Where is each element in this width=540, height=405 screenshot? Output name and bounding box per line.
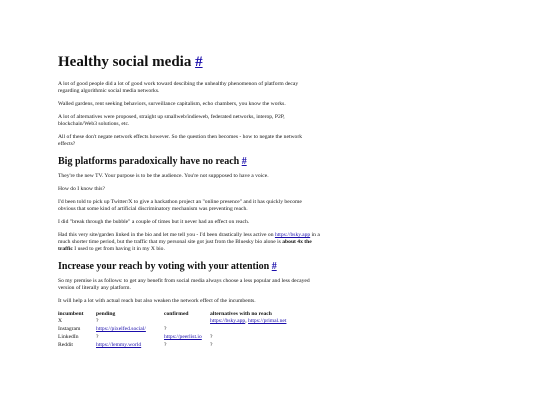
paragraph: It will help a lot with actual reach but also weaken the network effect of the incumbents. <box>58 298 256 304</box>
cell-alternatives <box>210 318 292 326</box>
lemmy-link[interactable]: https://lemmy.world <box>96 342 142 348</box>
paragraph: They're the new TV. Your purpose is to be the audience. You're not suppposed to have a voice. <box>58 173 269 179</box>
cell-alternatives: ? <box>210 342 213 348</box>
paragraph-bluesky-traffic <box>58 232 320 253</box>
bsky-link[interactable]: https://bsky.app <box>274 232 311 238</box>
intro-paragraph-3: A lot of alternatives were proposed, straight up smallweb/indieweb, federated networks, interop, P2P, blockchain/Web3 solutions, etc. <box>58 114 285 127</box>
text-fragment: I used to get from having it in my X bio. <box>72 246 165 252</box>
page-title-text: Healthy social media <box>58 54 192 70</box>
cell-confirmed: ? <box>164 326 167 332</box>
section-anchor-link[interactable]: # <box>241 156 247 167</box>
pixelfed-link[interactable]: https://pixelfed.social/ <box>96 326 146 332</box>
column-header: pending <box>96 311 116 317</box>
peerlist-link[interactable]: https://peerlist.io <box>164 334 202 340</box>
section-heading-big-platforms <box>58 156 320 167</box>
intro-paragraph-2: Walled gardens, rent seeking behaviors, surveillance capitalism, echo chambers, you know the works. <box>58 101 286 107</box>
table-row <box>58 318 292 326</box>
section-heading-text: Increase your reach by voting with your attention <box>58 261 270 272</box>
column-header: alternatives with no reach <box>210 311 272 317</box>
paragraph: So my premise is as follows: to get any benefit from social media always choose a less popular and less decayed version of literally any platform. <box>58 278 310 291</box>
intro-paragraph-4: All of these don't negate network effects however. So the question then becomes - how to negate the network effects? <box>58 134 303 147</box>
bold-text: about 4x the traffic <box>58 239 312 252</box>
section-heading-text: Big platforms paradoxically have no reach <box>58 156 240 167</box>
paragraph: I'd been told to pick up Twitter/X to give a hackathon project an "online presence" and it has quickly become obvious that some kind of artificial discriminatory mechanism was preventing reach. <box>58 199 302 212</box>
table-row <box>58 342 292 350</box>
table-header-row <box>58 311 292 318</box>
section-anchor-link[interactable]: # <box>271 261 277 272</box>
column-header: confirmed <box>164 311 189 317</box>
cell-pending <box>96 326 164 334</box>
cell-alternatives: ? <box>210 334 213 340</box>
primal-link[interactable]: https://primal.net <box>248 318 287 324</box>
cell-alternatives <box>210 326 292 334</box>
cell-incumbent: LinkedIn <box>58 334 79 340</box>
cell-pending: ? <box>96 318 99 324</box>
paragraph: I did "break through the bubble" a couple of times but it never had an effect on reach. <box>58 219 250 225</box>
alternatives-table <box>58 311 292 350</box>
cell-pending: ? <box>96 334 99 340</box>
text-fragment: Had this very site/garden linked in the bio and let me tell you - I'd been drastically less active on <box>58 232 275 238</box>
cell-pending <box>96 342 164 350</box>
cell-confirmed: ? <box>164 342 167 348</box>
title-anchor-link[interactable]: # <box>195 54 203 70</box>
cell-incumbent: Reddit <box>58 342 73 348</box>
cell-confirmed <box>164 318 210 326</box>
cell-incumbent: X <box>58 318 63 324</box>
article <box>58 54 320 350</box>
table-row <box>58 334 292 342</box>
cell-confirmed <box>164 334 210 342</box>
cell-incumbent: Instagram <box>58 326 81 332</box>
page-title <box>58 54 320 71</box>
section-heading-increase-reach <box>58 261 320 272</box>
bsky-link[interactable]: https://bsky.app <box>210 318 246 324</box>
paragraph: How do I know this? <box>58 186 105 192</box>
column-header: incumbent <box>58 311 84 317</box>
separator: , <box>245 318 249 324</box>
intro-paragraph-1: A lot of good people did a lot of good work toward descibing the unhealthy phenomenon of platform decay regarding algorithmic social media networks. <box>58 81 299 94</box>
text-fragment: in a much shorter time period, but the traffic that my personal site got just from the Bluesky bio alone is <box>58 232 320 245</box>
table-row <box>58 326 292 334</box>
